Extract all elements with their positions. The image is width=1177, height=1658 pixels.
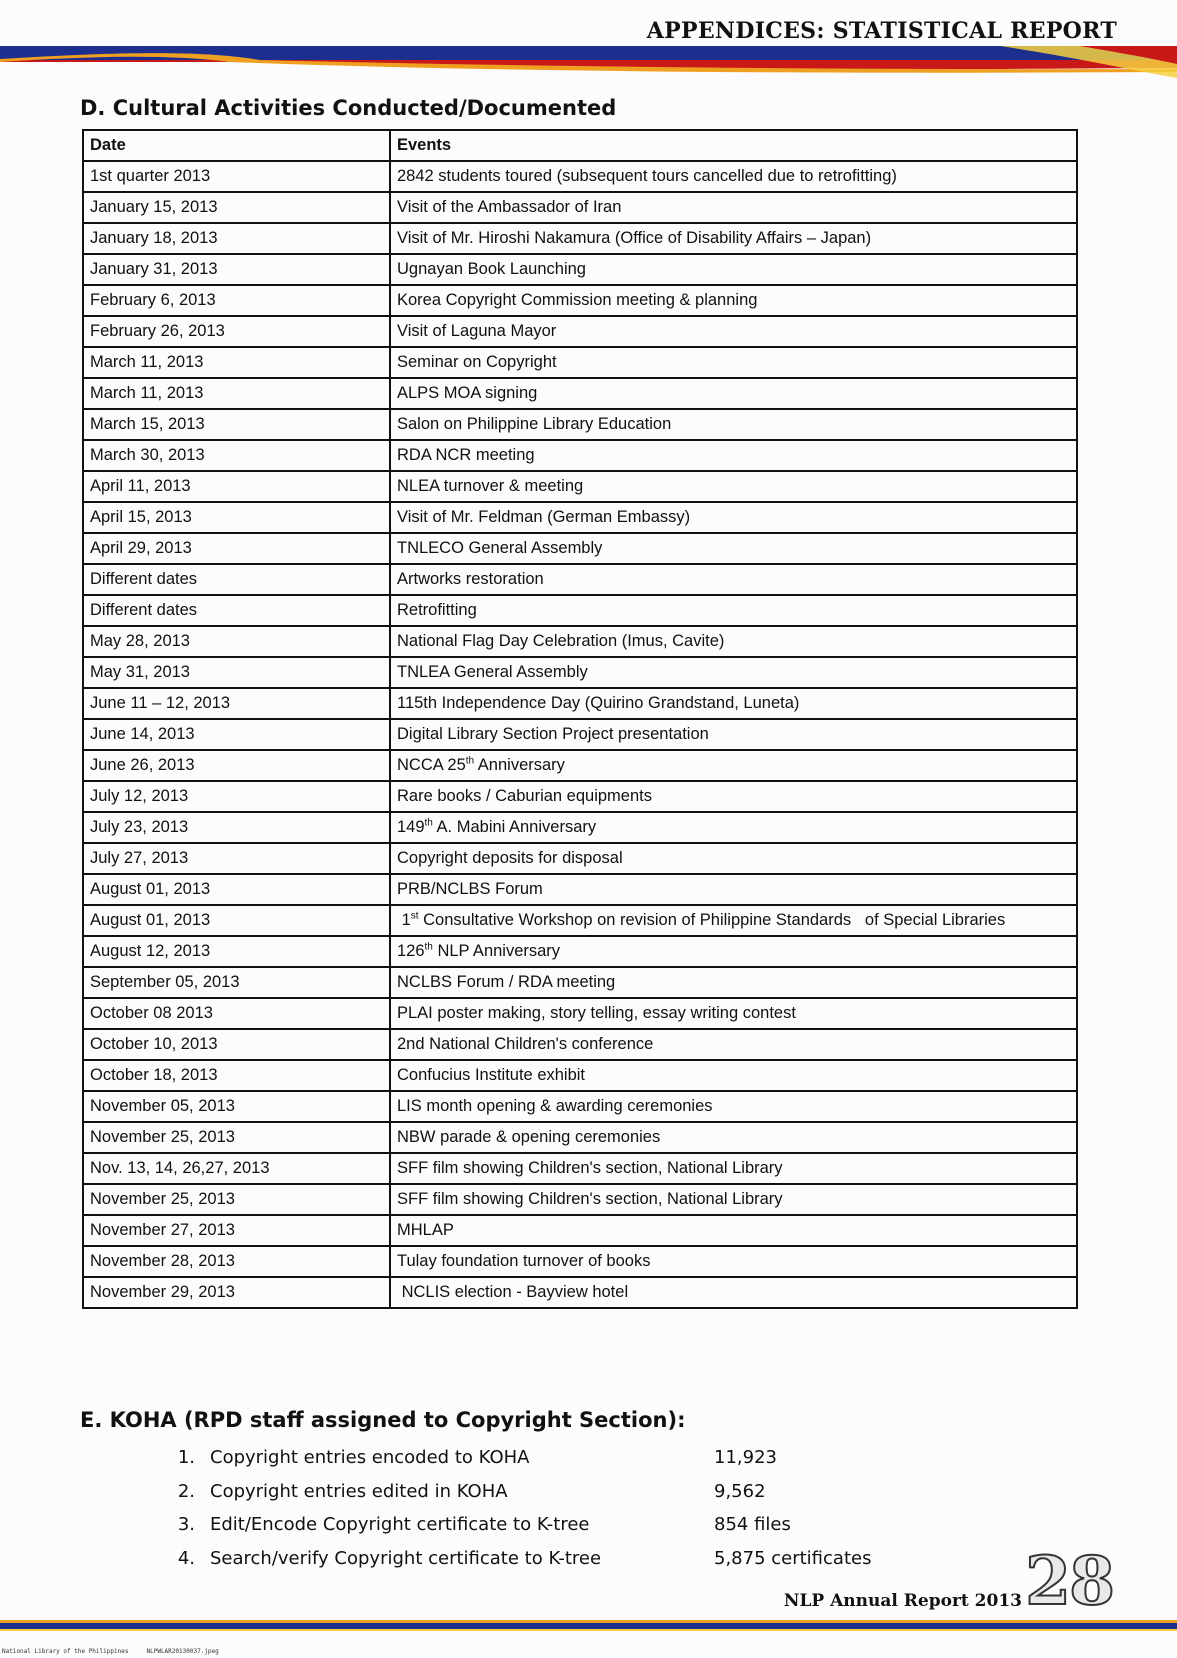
section-d-title: D. Cultural Activities Conducted/Documented: [80, 96, 617, 120]
event-cell: LIS month opening & awarding ceremonies: [390, 1091, 1077, 1122]
table-row: [83, 1184, 1077, 1215]
date-cell: November 27, 2013: [83, 1215, 390, 1246]
date-cell: May 31, 2013: [83, 657, 390, 688]
event-cell: Digital Library Section Project presentation: [390, 719, 1077, 750]
list-item-value: 5,875 certificates: [714, 1547, 872, 1569]
table-row: [83, 812, 1077, 843]
event-text: Anniversary: [474, 756, 565, 774]
table-row: [83, 223, 1077, 254]
table-row: [83, 1122, 1077, 1153]
event-cell: 2842 students toured (subsequent tours cancelled due to retrofitting): [390, 161, 1077, 192]
date-cell: March 15, 2013: [83, 409, 390, 440]
list-item-number: 3.: [177, 1514, 195, 1535]
running-header: APPENDICES: STATISTICAL REPORT: [646, 18, 1117, 44]
table-row: [83, 1060, 1077, 1091]
event-cell: Ugnayan Book Launching: [390, 254, 1077, 285]
date-cell: July 12, 2013: [83, 781, 390, 812]
event-cell: PRB/NCLBS Forum: [390, 874, 1077, 905]
section-e-title: E. KOHA (RPD staff assigned to Copyright Section):: [80, 1408, 686, 1432]
date-cell: April 11, 2013: [83, 471, 390, 502]
event-cell: Copyright deposits for disposal: [390, 843, 1077, 874]
list-item-label: Search/verify Copyright certificate to K-tree: [210, 1547, 602, 1569]
date-cell: March 30, 2013: [83, 440, 390, 471]
table-row: [83, 254, 1077, 285]
list-item-label: Copyright entries edited in KOHA: [210, 1480, 508, 1502]
event-cell: NCLBS Forum / RDA meeting: [390, 967, 1077, 998]
event-cell: Korea Copyright Commission meeting & planning: [390, 285, 1077, 316]
list-item: [175, 1447, 895, 1481]
table-row: [83, 967, 1077, 998]
event-text: NCCA 25: [397, 756, 466, 774]
table-row: [83, 905, 1077, 936]
event-cell: RDA NCR meeting: [390, 440, 1077, 471]
table-row: [83, 502, 1077, 533]
list-item: [175, 1514, 895, 1548]
event-cell: TNLEA General Assembly: [390, 657, 1077, 688]
event-text: 126: [397, 942, 425, 960]
event-text: A. Mabini Anniversary: [432, 818, 597, 836]
date-cell: August 12, 2013: [83, 936, 390, 967]
date-cell: October 10, 2013: [83, 1029, 390, 1060]
table-row: [83, 874, 1077, 905]
date-cell: August 01, 2013: [83, 874, 390, 905]
list-item-value: 9,562: [714, 1480, 766, 1502]
date-cell: November 28, 2013: [83, 1246, 390, 1277]
event-cell: NCLIS election - Bayview hotel: [390, 1277, 1077, 1308]
event-text: NLP Anniversary: [432, 942, 561, 960]
date-cell: Different dates: [83, 564, 390, 595]
ordinal-suffix: th: [424, 817, 433, 829]
list-item-number: 1.: [177, 1447, 195, 1468]
date-cell: September 05, 2013: [83, 967, 390, 998]
list-item: [175, 1548, 895, 1582]
table-row: [83, 626, 1077, 657]
event-cell: 2nd National Children's conference: [390, 1029, 1077, 1060]
table-row: [83, 1091, 1077, 1122]
date-cell: August 01, 2013: [83, 905, 390, 936]
event-cell: Rare books / Caburian equipments: [390, 781, 1077, 812]
date-cell: Different dates: [83, 595, 390, 626]
event-cell: Visit of the Ambassador of Iran: [390, 192, 1077, 223]
event-cell: SFF film showing Children's section, National Library: [390, 1153, 1077, 1184]
event-cell: PLAI poster making, story telling, essay writing contest: [390, 998, 1077, 1029]
table-row: [83, 843, 1077, 874]
date-cell: November 29, 2013: [83, 1277, 390, 1308]
event-cell: National Flag Day Celebration (Imus, Cavite): [390, 626, 1077, 657]
table-row: [83, 564, 1077, 595]
scan-note: National Library of the Philippines NLPWLAR20130037.jpeg: [2, 1648, 219, 1655]
event-cell: 115th Independence Day (Quirino Grandstand, Luneta): [390, 688, 1077, 719]
event-cell: Seminar on Copyright: [390, 347, 1077, 378]
event-cell: [390, 750, 1077, 781]
table-body: [83, 161, 1077, 1308]
table-row: [83, 1153, 1077, 1184]
event-cell: SFF film showing Children's section, National Library: [390, 1184, 1077, 1215]
date-cell: June 26, 2013: [83, 750, 390, 781]
date-cell: October 08 2013: [83, 998, 390, 1029]
ordinal-suffix: th: [424, 941, 433, 953]
date-cell: June 11 – 12, 2013: [83, 688, 390, 719]
date-cell: 1st quarter 2013: [83, 161, 390, 192]
list-item-label: Edit/Encode Copyright certificate to K-tree: [210, 1514, 590, 1535]
date-cell: April 29, 2013: [83, 533, 390, 564]
table-row: [83, 998, 1077, 1029]
event-cell: [390, 905, 1077, 936]
footer-report-name: NLP Annual Report 2013: [783, 1591, 1022, 1611]
date-cell: February 26, 2013: [83, 316, 390, 347]
table-row: [83, 378, 1077, 409]
event-text: Consultative Workshop on revision of Philippine Standards of Special Libraries: [418, 911, 1006, 929]
event-cell: Visit of Mr. Hiroshi Nakamura (Office of Disability Affairs – Japan): [390, 223, 1077, 254]
event-cell: Confucius Institute exhibit: [390, 1060, 1077, 1091]
ordinal-suffix: st: [410, 910, 419, 922]
table-header-row: [83, 130, 1077, 161]
event-cell: Visit of Mr. Feldman (German Embassy): [390, 502, 1077, 533]
table-row: [83, 285, 1077, 316]
table-row: [83, 347, 1077, 378]
event-cell: [390, 812, 1077, 843]
table-row: [83, 781, 1077, 812]
date-cell: July 27, 2013: [83, 843, 390, 874]
date-cell: March 11, 2013: [83, 347, 390, 378]
table-row: [83, 1277, 1077, 1308]
event-cell: MHLAP: [390, 1215, 1077, 1246]
event-text: 1: [397, 911, 411, 929]
table-row: [83, 936, 1077, 967]
date-cell: March 11, 2013: [83, 378, 390, 409]
column-header-date: Date: [83, 130, 390, 161]
date-cell: April 15, 2013: [83, 502, 390, 533]
date-cell: January 15, 2013: [83, 192, 390, 223]
table-row: [83, 1246, 1077, 1277]
date-cell: May 28, 2013: [83, 626, 390, 657]
cultural-activities-table: [82, 129, 1078, 1309]
event-cell: [390, 936, 1077, 967]
event-cell: Retrofitting: [390, 595, 1077, 626]
table-row: [83, 440, 1077, 471]
list-item: [175, 1481, 895, 1515]
event-cell: Visit of Laguna Mayor: [390, 316, 1077, 347]
table-row: [83, 409, 1077, 440]
date-cell: January 18, 2013: [83, 223, 390, 254]
table-row: [83, 595, 1077, 626]
list-item-value: 854 files: [714, 1514, 791, 1535]
table-row: [83, 1215, 1077, 1246]
event-cell: ALPS MOA signing: [390, 378, 1077, 409]
table-row: [83, 471, 1077, 502]
date-cell: July 23, 2013: [83, 812, 390, 843]
date-cell: June 14, 2013: [83, 719, 390, 750]
table-row: [83, 1029, 1077, 1060]
list-item-value: 11,923: [714, 1447, 777, 1468]
table-row: [83, 192, 1077, 223]
event-cell: Artworks restoration: [390, 564, 1077, 595]
koha-list: [175, 1447, 895, 1581]
header-color-band: [0, 44, 1177, 78]
event-cell: TNLECO General Assembly: [390, 533, 1077, 564]
date-cell: November 05, 2013: [83, 1091, 390, 1122]
table-row: [83, 657, 1077, 688]
table-row: [83, 533, 1077, 564]
date-cell: January 31, 2013: [83, 254, 390, 285]
date-cell: November 25, 2013: [83, 1184, 390, 1215]
table-row: [83, 750, 1077, 781]
date-cell: February 6, 2013: [83, 285, 390, 316]
ordinal-suffix: th: [465, 755, 475, 767]
event-cell: NBW parade & opening ceremonies: [390, 1122, 1077, 1153]
footer-color-band: [0, 1620, 1177, 1632]
event-text: 149: [397, 818, 425, 836]
event-cell: Tulay foundation turnover of books: [390, 1246, 1077, 1277]
table-row: [83, 316, 1077, 347]
table-row: [83, 161, 1077, 192]
page-number: 28: [1025, 1542, 1113, 1620]
table-row: [83, 688, 1077, 719]
event-cell: Salon on Philippine Library Education: [390, 409, 1077, 440]
date-cell: Nov. 13, 14, 26,27, 2013: [83, 1153, 390, 1184]
list-item-number: 2.: [177, 1480, 195, 1502]
date-cell: October 18, 2013: [83, 1060, 390, 1091]
column-header-events: Events: [390, 130, 1077, 161]
table-row: [83, 719, 1077, 750]
date-cell: November 25, 2013: [83, 1122, 390, 1153]
list-item-number: 4.: [177, 1547, 195, 1569]
list-item-label: Copyright entries encoded to KOHA: [210, 1447, 530, 1468]
event-cell: NLEA turnover & meeting: [390, 471, 1077, 502]
